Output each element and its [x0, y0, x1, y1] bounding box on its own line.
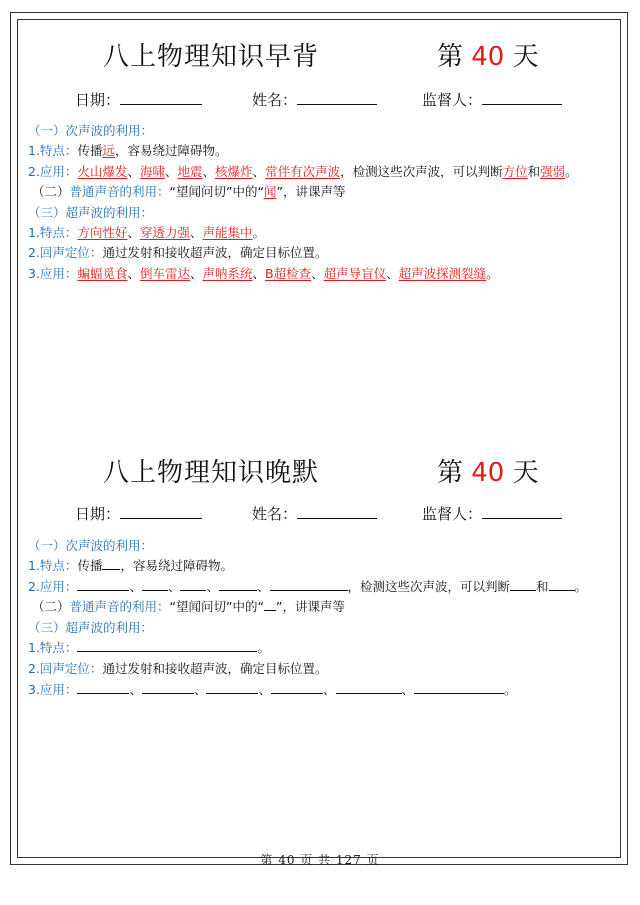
page-footer: 第 40 页 共 127 页: [260, 853, 380, 867]
evening-s1-heading: （一）次声波的利用：: [28, 538, 154, 553]
fill-blank[interactable]: [264, 599, 276, 611]
evening-s3-line3: 3.应用： 、 、 、 、 、 。: [28, 682, 517, 697]
morning-s3-line2: 2.回声定位：通过发射和接收超声波，确定目标位置。: [28, 245, 328, 260]
fill-blank[interactable]: [102, 558, 120, 570]
evening-title: 八上物理知识晚默: [103, 458, 320, 488]
fill-blank[interactable]: [270, 579, 348, 591]
morning-day-counter: 第 40 天: [437, 42, 539, 72]
evening-supervisor-field: 监督人：: [422, 503, 562, 524]
morning-s1-line2: 2.应用：火山爆发、海啸、地震、核爆炸、常伴有次声波，检测这些次声波，可以判断方位和强弱。: [28, 164, 578, 179]
evening-s1-line1: 1.特点：传播 ，容易绕过障碍物。: [28, 558, 233, 573]
morning-s1-line1: 1.特点：传播远，容易绕过障碍物。: [28, 143, 228, 158]
fill-blank[interactable]: [271, 682, 323, 694]
morning-s3-line3: 3.应用：蝙蝠觅食、倒车雷达、声呐系统、B超检查、超声导盲仪、超声波探测裂缝。: [28, 266, 499, 281]
evening-day-number: 40: [471, 458, 505, 488]
fill-blank[interactable]: [549, 579, 575, 591]
date-blank: [120, 90, 202, 105]
name-blank: [297, 90, 377, 105]
fill-blank[interactable]: [180, 579, 206, 591]
fill-blank[interactable]: [414, 682, 504, 694]
evening-name-field: 姓名：: [252, 503, 377, 524]
supervisor-blank[interactable]: [482, 504, 562, 519]
fill-blank[interactable]: [206, 682, 258, 694]
fill-blank[interactable]: [219, 579, 257, 591]
evening-s3-line2: 2.回声定位：通过发射和接收超声波，确定目标位置。: [28, 661, 328, 676]
morning-title: 八上物理知识早背: [103, 42, 320, 72]
date-blank[interactable]: [120, 504, 202, 519]
fill-blank[interactable]: [77, 640, 257, 652]
evening-s2-line: （二）普通声音的利用：“望闻问切”中的“ ”，讲课声等: [32, 599, 345, 614]
morning-s1-heading: （一）次声波的利用：: [28, 123, 154, 138]
evening-day-counter: 第 40 天: [437, 458, 539, 488]
name-blank[interactable]: [297, 504, 377, 519]
morning-s3-heading: （三）超声波的利用：: [28, 205, 154, 220]
evening-s3-line1: 1.特点： 。: [28, 640, 270, 655]
morning-s3-line1: 1.特点：方向性好、穿透力强、声能集中。: [28, 225, 266, 240]
morning-day-number: 40: [471, 42, 505, 72]
fill-blank[interactable]: [142, 682, 194, 694]
evening-s3-heading: （三）超声波的利用：: [28, 620, 154, 635]
morning-supervisor-field: 监督人：: [422, 89, 562, 110]
fill-blank[interactable]: [336, 682, 402, 694]
evening-date-field: 日期：: [75, 503, 202, 524]
fill-blank[interactable]: [77, 579, 129, 591]
morning-s2-line: （二）普通声音的利用：“望闻问切”中的“闻”，讲课声等: [32, 184, 346, 199]
morning-date-field: 日期：: [75, 89, 202, 110]
fill-blank[interactable]: [142, 579, 168, 591]
morning-name-field: 姓名：: [252, 89, 377, 110]
fill-blank[interactable]: [77, 682, 129, 694]
fill-blank[interactable]: [510, 579, 536, 591]
evening-s1-line2: 2.应用： 、 、 、 、 ，检测这些次声波，可以判断 和 。: [28, 579, 588, 594]
supervisor-blank: [482, 90, 562, 105]
